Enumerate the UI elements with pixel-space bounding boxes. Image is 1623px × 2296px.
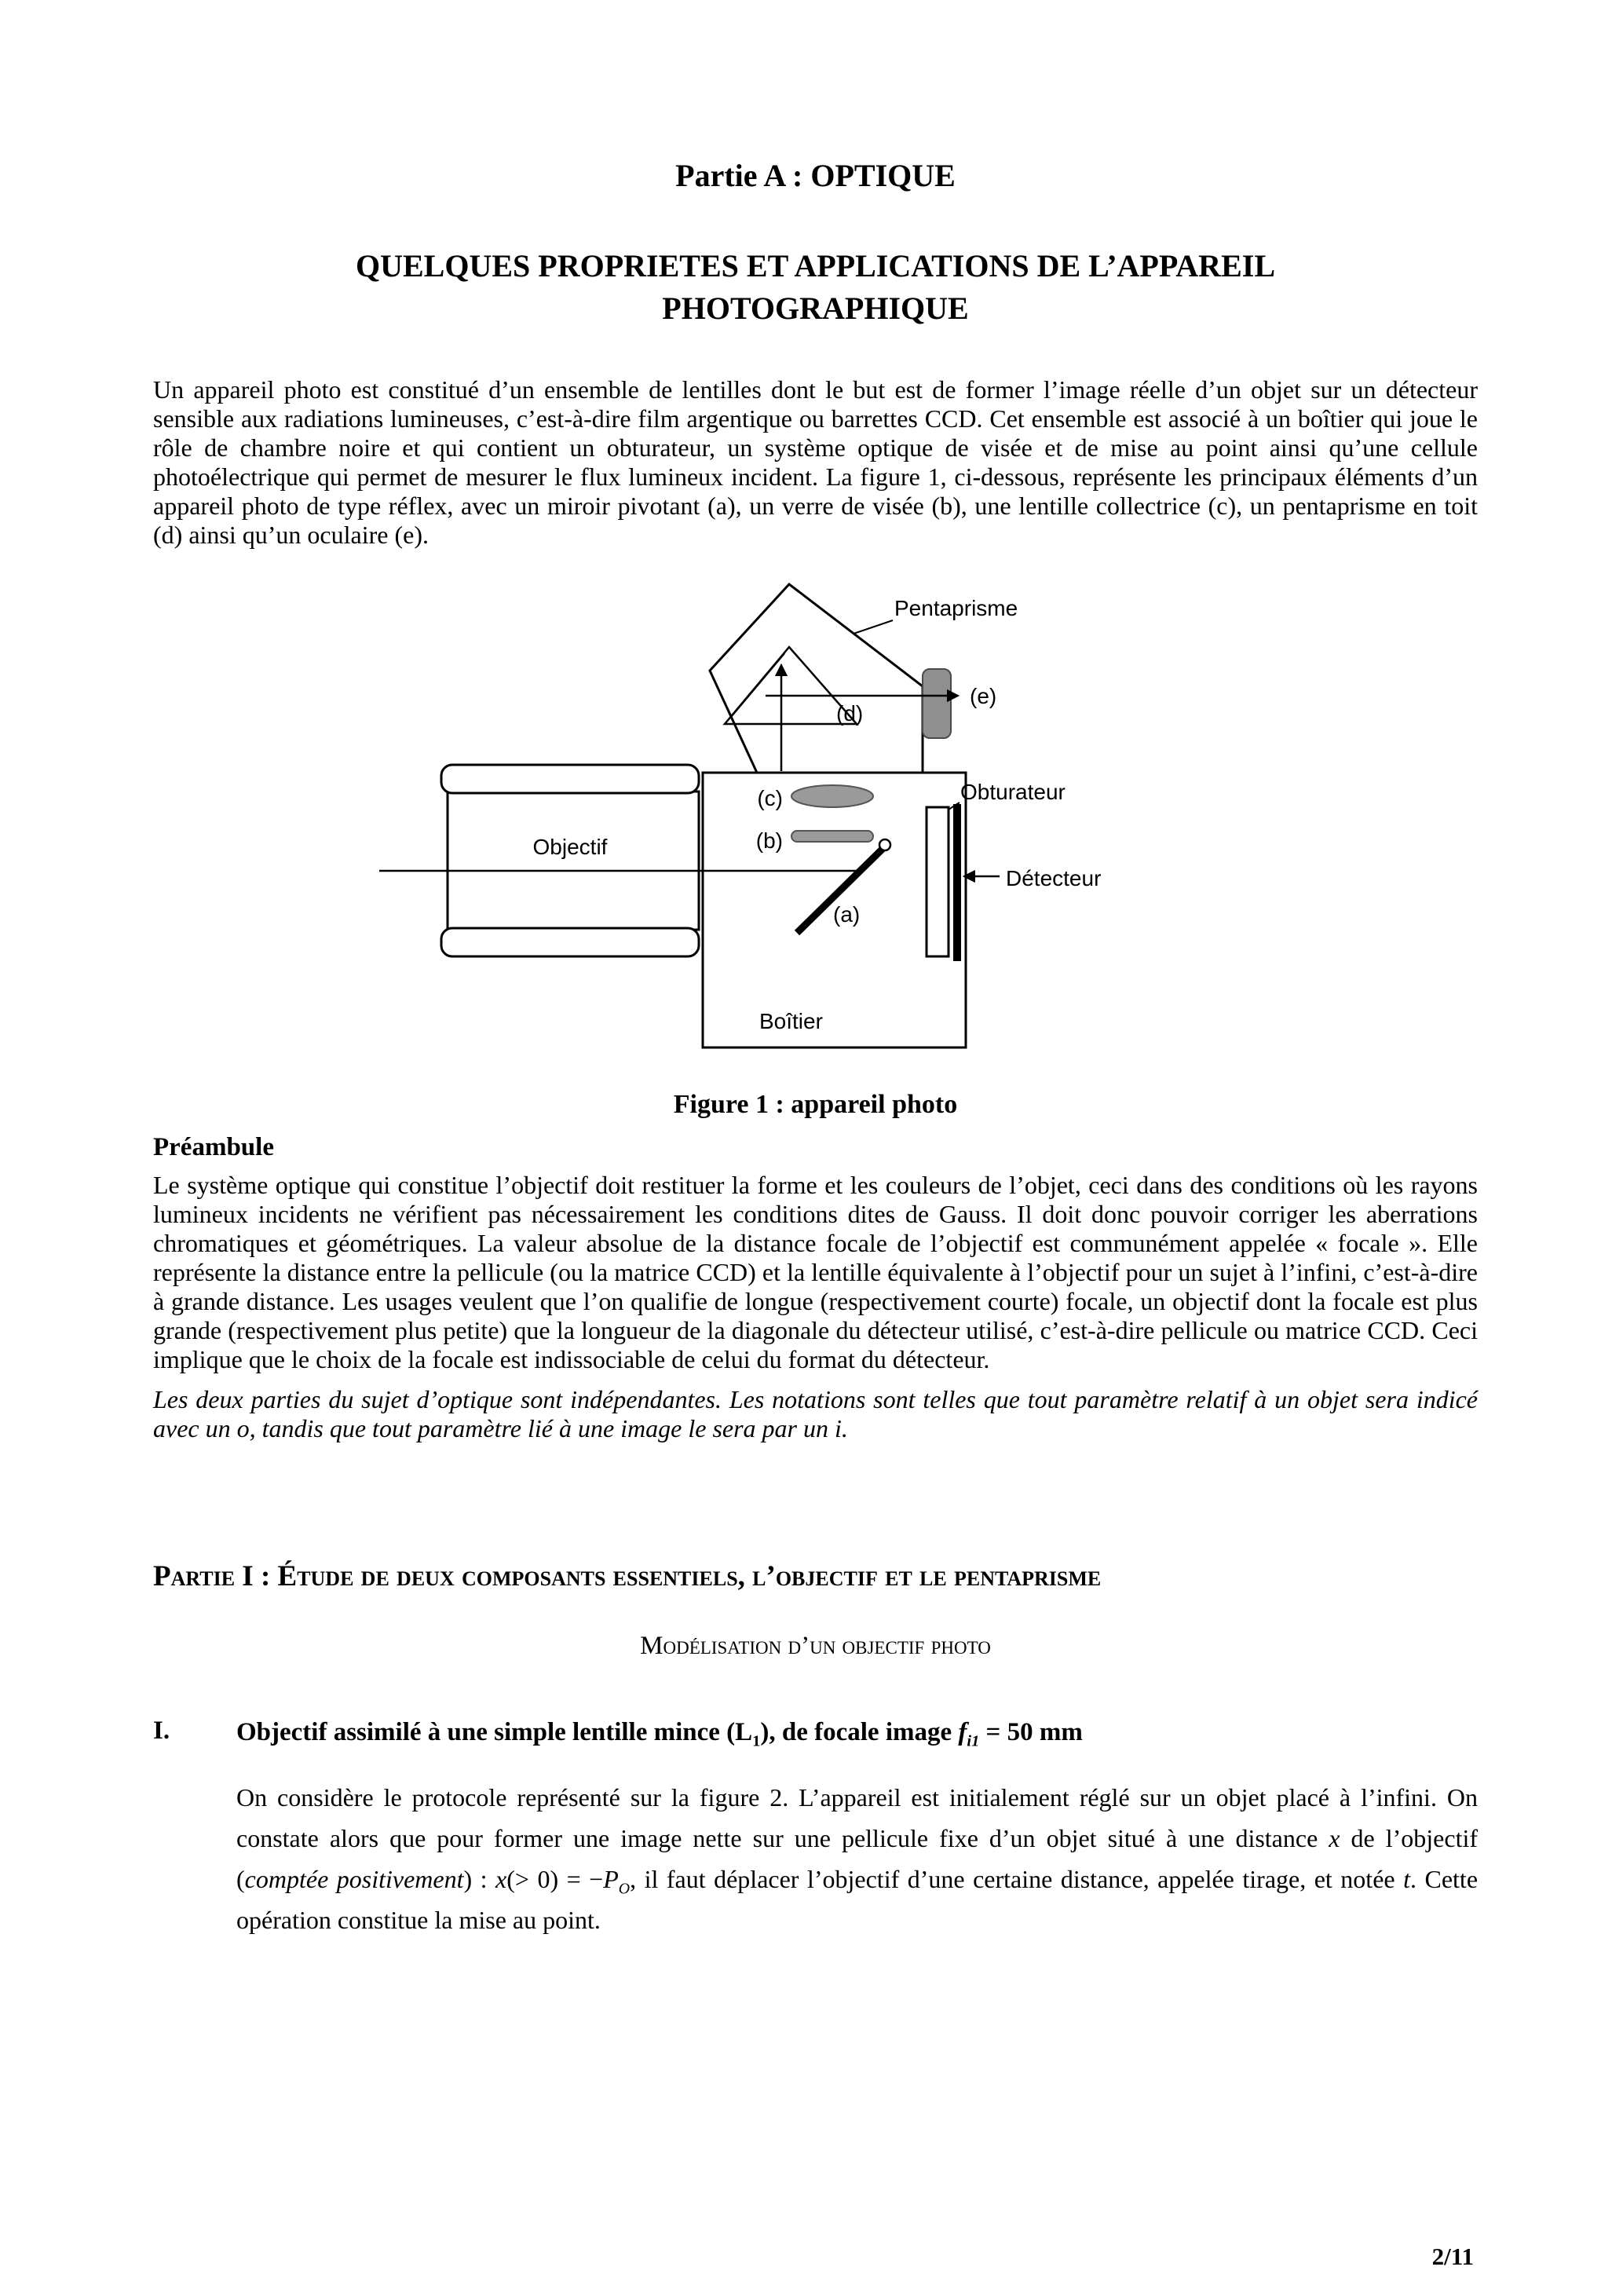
- focale-symbol-f: f: [958, 1718, 967, 1746]
- intro-paragraph: Un appareil photo est constitué d’un ensemble de lentilles dont le but est de former l’image réelle d’un objet sur un détecteur sensible aux radiations lumineuses, c’est-à-dire film argentique ou barrettes CCD. Cet ensemble est associé à un boîtier qui joue le rôle de chambre noire et qui contient un obturateur, un système optique de visée et de mise au point ainsi qu’une cellule photoélectrique qui permet de mesurer le flux lumineux incident. La figure 1, ci-dessous, représente les principaux éléments d’un appareil photo de type réflex, avec un miroir pivotant (a), un verre de visée (b), une lentille collectrice (c), un pentaprisme en toit (d) ainsi qu’un oculaire (e).: [153, 375, 1478, 549]
- preambule-heading: Préambule: [153, 1133, 274, 1161]
- section-body-text: On considère le protocole représenté sur la figure 2. L’appareil est initialement réglé sur un objet placé à l’infini. On constate alors que pour former une image nette sur une pellicule fixe d’un objet situé à une distance: [236, 1783, 1478, 1852]
- section-body-text: ) :: [463, 1865, 496, 1893]
- math-subscript-O: O: [618, 1880, 631, 1898]
- section-number: I.: [153, 1717, 170, 1745]
- figure-appareil-photo: [373, 578, 1158, 1065]
- label-d: (d): [836, 701, 864, 726]
- math-relation: (> 0) = −: [506, 1865, 604, 1893]
- section-body-text: . Cette opération constitue la mise au point.: [236, 1865, 1479, 1934]
- shutter-rect: [927, 807, 949, 956]
- label-e: (e): [970, 684, 997, 708]
- barrel-top-flange: [441, 765, 699, 793]
- objectif-label: Objectif: [532, 835, 608, 859]
- doc-subtitle: [153, 245, 1478, 330]
- camera-diagram: [373, 578, 1158, 1065]
- comptee-positivement-italic: comptée positivement: [244, 1865, 464, 1893]
- preambule-paragraph: Le système optique qui constitue l’objectif doit restituer la forme et les couleurs de l’objet, ceci dans des conditions où les rayons lumineux incidents ne vérifient pas nécessairement les conditions dites de Gauss. Il doit donc pouvoir corriger les aberrations chromatiques et géométriques. La valeur absolue de la distance focale de l’objectif est communément appelée « focale ». Elle représente la distance entre la pellicule (ou la matrice CCD) et la lentille équivalente à l’objectif pour un sujet à l’infini, c’est-à-dire à grande distance. Les usages veulent que l’on qualifie de longue (respectivement courte) focale, un objectif dont la focale est plus grande (respectivement plus petite) que la longueur de la diagonale du détecteur utilisé, c’est-à-dire pellicule ou matrice CCD. Ceci implique que le choix de la focale est indissociable de celui du format du détecteur.: [153, 1171, 1478, 1373]
- objectif-barrel: [441, 765, 699, 956]
- eyepiece-shape: [923, 669, 951, 738]
- boitier-label: Boîtier: [759, 1009, 823, 1033]
- math-x: x: [495, 1865, 507, 1893]
- independence-note: Les deux parties du sujet d’optique sont indépendantes. Les notations sont telles que tout paramètre relatif à un objet sera indicé avec un o, tandis que tout paramètre lié à une image le sera par un i.: [153, 1385, 1478, 1442]
- math-P: P: [603, 1865, 619, 1893]
- page-number: 2/11: [1431, 2243, 1474, 2270]
- pentaprisme-pointer-line: [854, 620, 893, 634]
- doc-subtitle-line2: PHOTOGRAPHIQUE: [662, 291, 969, 326]
- mirror-pivot: [879, 839, 890, 850]
- lens-c-shape: [791, 785, 873, 807]
- obturateur-label: Obturateur: [960, 780, 1066, 804]
- figure-caption: Figure 1 : appareil photo: [673, 1090, 958, 1119]
- part1-heading: Partie I : Étude de deux composants essentiels, l’objectif et le pentaprisme: [153, 1560, 1102, 1592]
- section-1: [153, 1717, 1478, 1940]
- subscript-L1: 1: [752, 1732, 761, 1750]
- section-body-text: de l’objectif (: [236, 1824, 1479, 1893]
- label-a: (a): [833, 902, 861, 927]
- barrel-bottom-flange: [441, 928, 699, 956]
- pentaprisme-label: Pentaprisme: [894, 596, 1018, 620]
- variable-t: t: [1403, 1865, 1410, 1893]
- section-paragraph: [236, 1777, 1478, 1940]
- subscript-i1: i1: [967, 1732, 980, 1750]
- page-title: Partie A : OPTIQUE: [675, 158, 956, 193]
- section-heading: [236, 1717, 1478, 1749]
- lens-b-shape: [791, 831, 873, 842]
- detecteur-label: Détecteur: [1006, 866, 1102, 890]
- section-heading-text: = 50 mm: [979, 1718, 1083, 1746]
- section-heading-text: Objectif assimilé à une simple lentille mince (L: [236, 1718, 753, 1746]
- barrel-mid-section: [448, 792, 699, 930]
- section-heading-text: ), de focale image: [760, 1718, 959, 1746]
- part1-subheading: Modélisation d’un objectif photo: [640, 1632, 991, 1660]
- label-c: (c): [757, 786, 783, 810]
- label-b: (b): [755, 828, 783, 853]
- doc-subtitle-line1: QUELQUES PROPRIETES ET APPLICATIONS DE L’APPAREIL: [356, 248, 1275, 283]
- variable-x: x: [1329, 1824, 1340, 1852]
- section-body-text: , il faut déplacer l’objectif d’une certaine distance, appelée tirage, et notée: [630, 1865, 1404, 1893]
